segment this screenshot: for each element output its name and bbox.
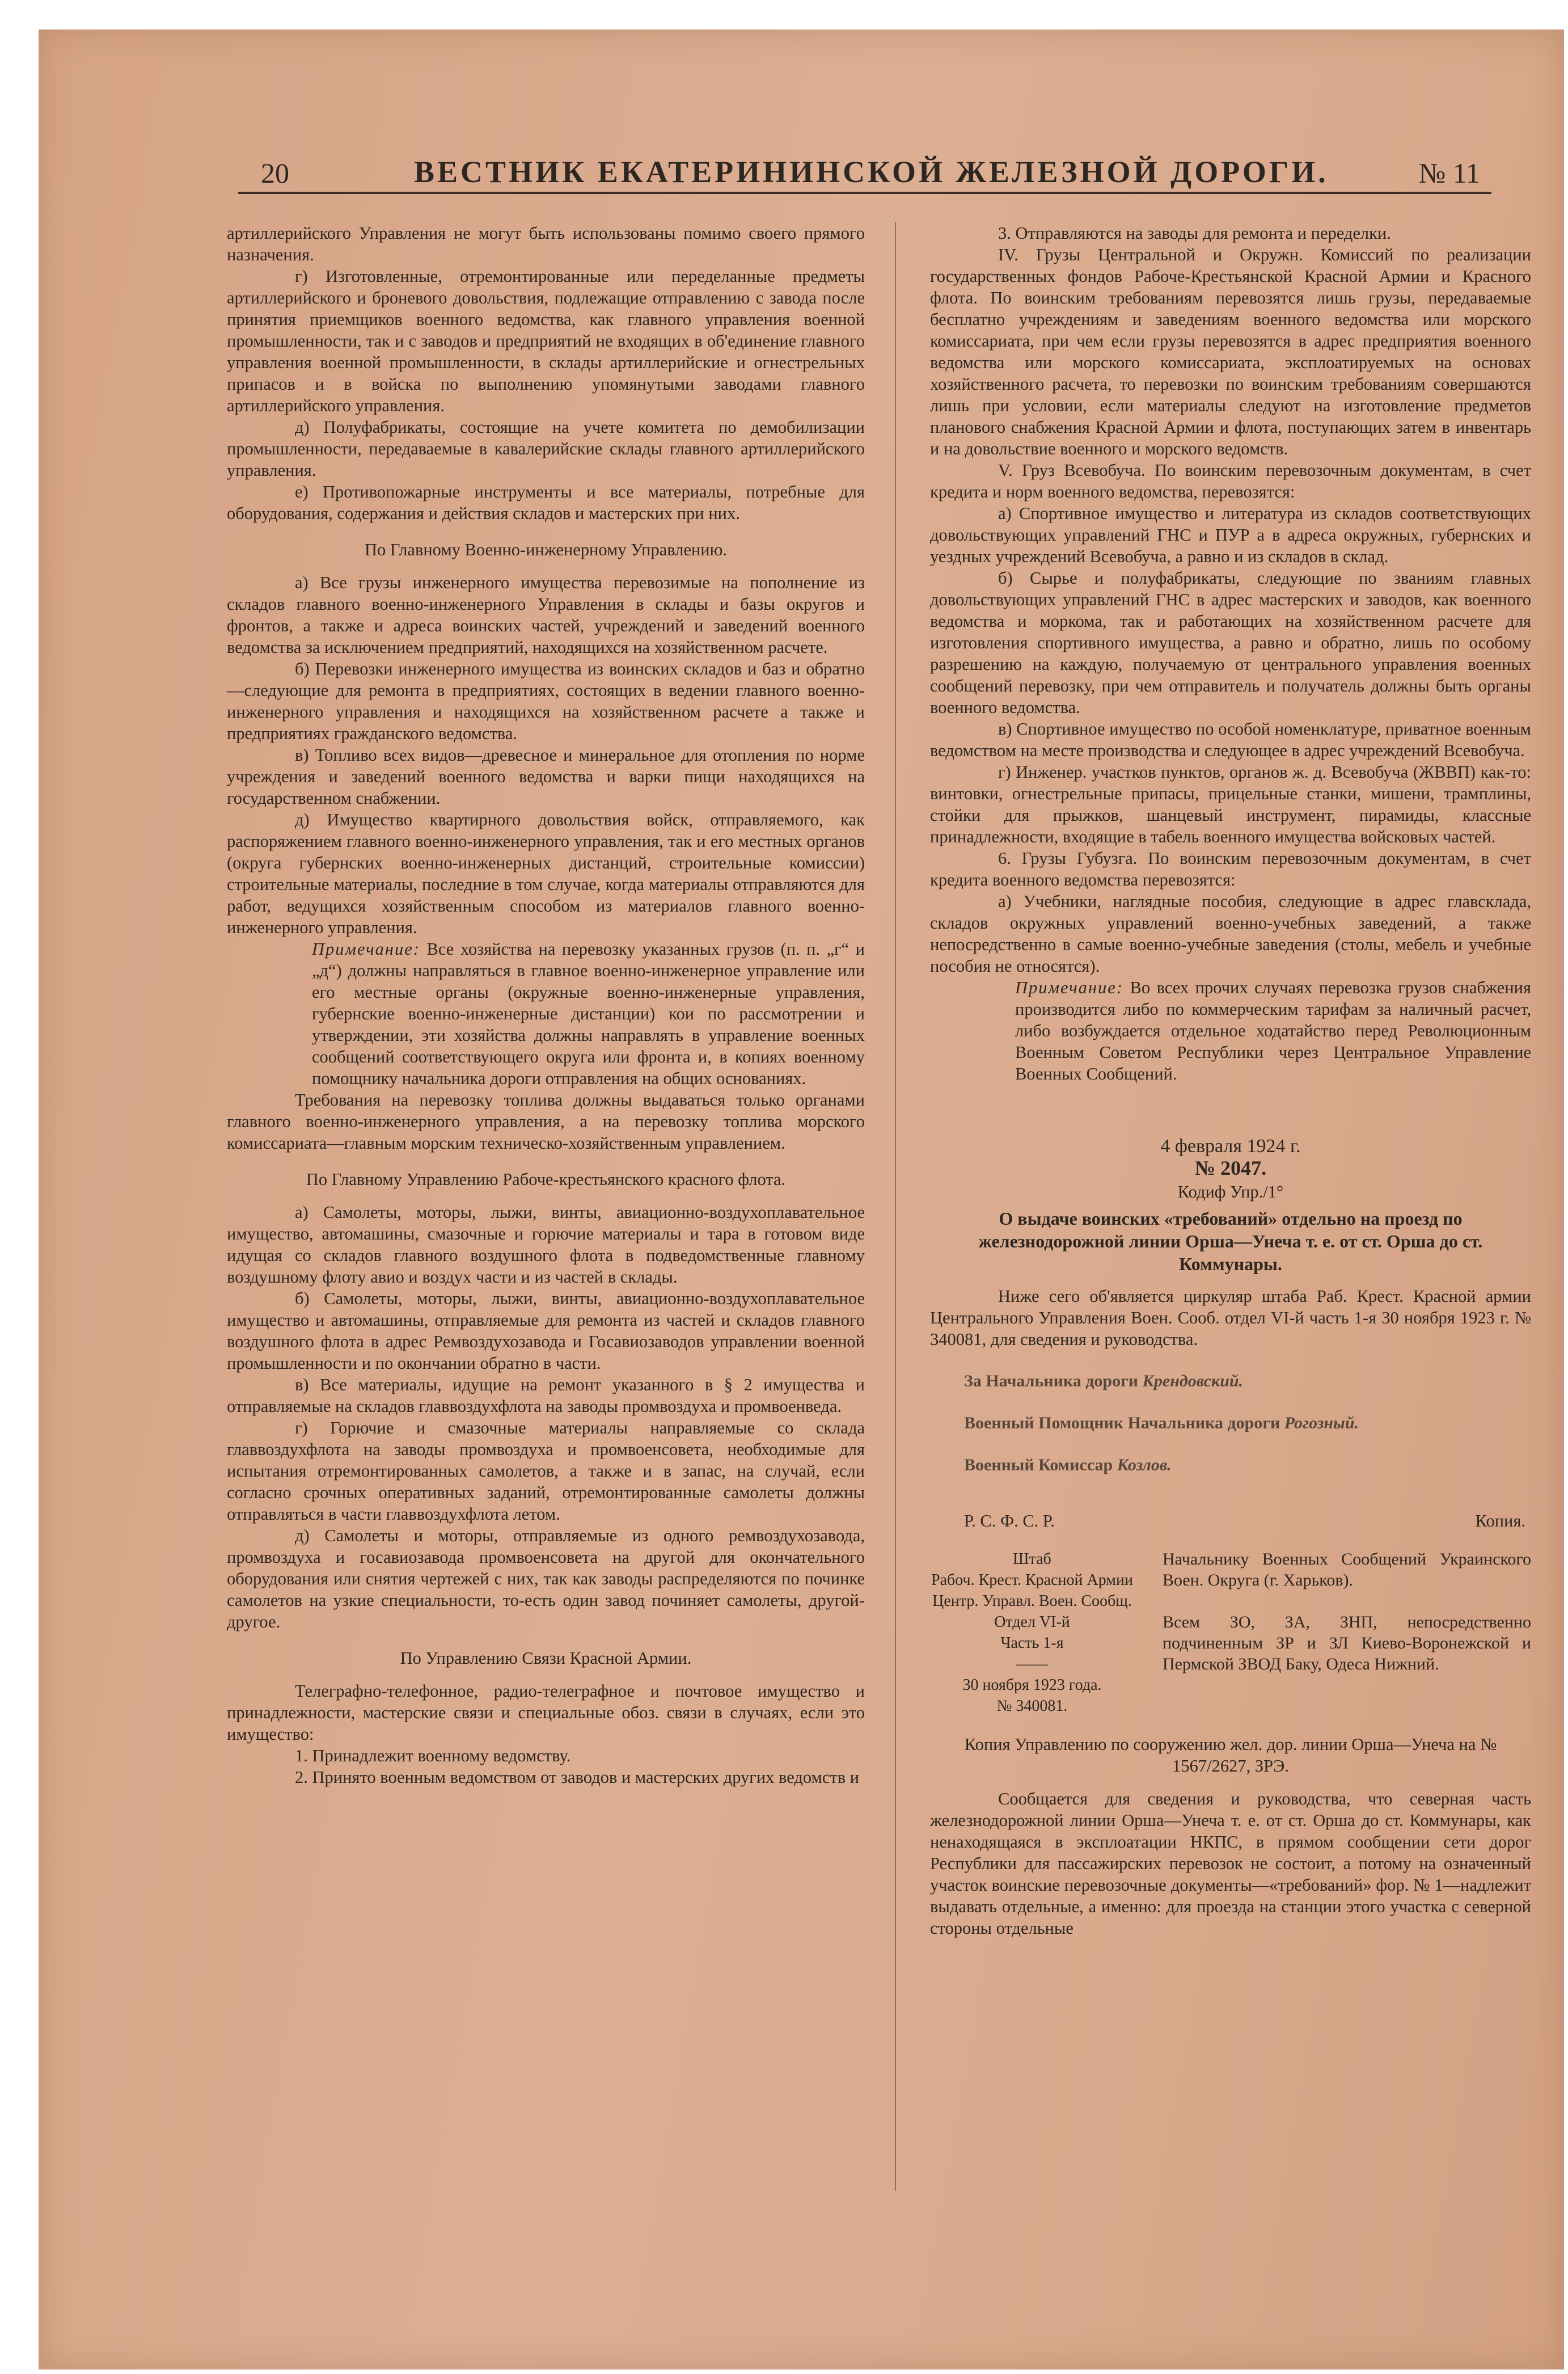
paragraph: 1. Принадлежит военному ведомству. bbox=[295, 1746, 571, 1765]
address-block bbox=[930, 1549, 1531, 1717]
signature-line bbox=[930, 1412, 1531, 1434]
paragraph: IV. Грузы Центральной и Окружн. Комиссий по реализации государственных фондов Рабоче-Крестьянской Красной Армии и Красного флота. По воинским требованиям перевозятся лишь грузы, передаваемые бесплатно учреждениям и заведениям военного ведомства или морского комиссариата, при чем если грузы перевозятся в адрес предприятия военного ведомства или морского комиссариата, эксплоатируемых на основах хозяйственного расчета, то перевозки по воинским требованиям совершаются лишь при условии, если материалы следуют на изготовление предметов планового снабжения Красной Армии и флота, поступающих затем в инвентарь и на довольствие военного и морского ведомств. bbox=[930, 245, 1531, 458]
paragraph: Телеграфно-телефонное, радио-телеграфное и почтовое имущество и принадлежности, мастерские связи и специальные обоз. связи в случаях, если это имущество: bbox=[227, 1681, 865, 1744]
paragraph: а) Учебники, наглядные пособия, следующие в адрес главсклада, складов окружных управлений военно-учебных заведений, а также непосредственно в самые военно-учебные заведения (столы, мебель и учебные пособия не относятся). bbox=[930, 892, 1531, 976]
signature-line bbox=[930, 1371, 1531, 1392]
page-header bbox=[238, 152, 1491, 194]
paragraph: г) Горючие и смазочные материалы направляемые со склада главвоздухфлота на заводы промвоздуха и промвоенсовета, необходимые для испытания отремонтированных самолетов, а также и в запас, на случай, если согласно срочных оперативных заданий, отремонтированные самолеты должны отправляться в части главвоздухфлота летом. bbox=[227, 1418, 865, 1524]
section-heading: По Управлению Связи Красной Армии. bbox=[400, 1648, 692, 1668]
circular-intro: Ниже сего об'является циркуляр штаба Раб. Крест. Красной армии Центрального Управления Воен. Сооб. отдел VI-й часть 1-я 30 ноября 1923 г. № 340081, для сведения и руководства. bbox=[930, 1287, 1531, 1349]
note-text: Во всех прочих случаях перевозка грузов снабжения производится либо по коммерческим тарифам за наличный расчет, либо возбуждается отдельное ходатайство перед Революционным Военным Советом Республики через Центральное Управление Военных Сообщений. bbox=[1015, 978, 1531, 1083]
copy-label: Копия. bbox=[1475, 1511, 1525, 1530]
paragraph: д) Имущество квартирного довольствия войск, отправляемого, как распоряжением главного военно-инженерного управления, так и его местных органов (округа губернских военно-инженерных дистанций, строительные комиссии) строительные материалы, последние в том случае, когда материалы отправляются для работ, ведущихся хозяйственным способом из материалов главного военно-инженерного управления. bbox=[227, 810, 865, 937]
paragraph: б) Самолеты, моторы, лыжи, винты, авиационно-воздухоплавательное имущество и автомашины, отправляемые для ремонта из частей и складов главного воздушного флота в адрес Ремвоздухозавода и Госавиозаводов управлении военной промышленности и по окончании обратно в части. bbox=[227, 1289, 865, 1373]
signature-title: Военный Помощник Начальника дороги bbox=[964, 1414, 1280, 1432]
circular-number: № 2047. bbox=[1194, 1157, 1267, 1179]
section-heading: По Главному Управлению Рабоче-крестьянского красного флота. bbox=[306, 1170, 786, 1189]
paragraph: Требования на перевозку топлива должны выдаваться только органами главного военно-инженерного управления, а на перевозку топлива морского комиссариата—главным морским техническо-хозяйственным управлением. bbox=[227, 1090, 865, 1153]
paragraph: д) Полуфабрикаты, состоящие на учете комитета по демобилизации промышленности, передаваемые в кавалерийские склады главного артиллерийского управления. bbox=[227, 418, 865, 480]
right-column bbox=[930, 222, 1531, 1939]
signature-name: Рогозный. bbox=[1284, 1414, 1359, 1432]
note-text: Все хозяйства на перевозку указанных грузов (п. п. „г“ и „д“) должны направляться в главное военно-инженерное управление или его местные органы (окружные военно-инженерные управления, губернские военно-инженерные дистанции) кои по рассмотрении и утверждении, эти хозяйства должны направлять в управление военных сообщений соответствующего округа или фронта и, в копиях военному помощнику начальника дороги отправления на общих основаниях. bbox=[312, 939, 865, 1088]
recipients-block: Начальнику Военных Сообщений Украинского Воен. Округа (г. Харьков). Всем ЗО, ЗА, ЗНП, непосредственно подчиненным ЗР и ЗЛ Киево-Воронежской и Пермской ЗВОД Баку, Одеса Нижний. bbox=[1163, 1550, 1531, 1673]
copy-header bbox=[930, 1510, 1531, 1532]
note bbox=[227, 938, 865, 1089]
rsfsr-label: Р. С. Ф. С. Р. bbox=[964, 1511, 1055, 1530]
issue-number: № 11 bbox=[1418, 157, 1480, 189]
paragraph: V. Груз Всевобуча. По воинским перевозочным документам, в счет кредита и норм военного ведомства, перевозятся: bbox=[930, 461, 1531, 501]
paragraph: г) Изготовленные, отремонтированные или переделанные предметы артиллерийского и броневого довольствия, подлежащие отправлению с завода после принятия приемщиков военного ведомства, как главного управления военной промышленности, так и с заводов и предприятий не входящих в об'единение главного управления военной промышленности, в склады артиллерийские и огнестрельных припасов и в войска по выполнению упомянутыми заводами главного артиллерийского управления. bbox=[227, 267, 865, 415]
paragraph: в) Топливо всех видов—древесное и минеральное для отопления по норме учреждения и заведений военного ведомства и варки пищи находящихся на государственном снабжении. bbox=[227, 745, 865, 808]
note-label: Примечание: bbox=[312, 939, 421, 959]
paragraph: д) Самолеты и моторы, отправляемые из одного ремвоздухозавода, промвоздуха и госавиозавода промвоенсовета на другой для окончательного оборудования или снятия чертежей с них, так как заводы распределяются по починке самолетов на узкие специальности, то-есть один завод починяет самолеты, другой-другое. bbox=[227, 1526, 865, 1631]
signature-name: Козлов. bbox=[1117, 1456, 1172, 1474]
sender-block: Штаб Рабоч. Крест. Красной Армии Центр. Управл. Воен. Сообщ. Отдел VI-й Часть 1-я —— 30 ноября 1923 года. № 340081. bbox=[931, 1550, 1133, 1715]
copy-line: Копия Управлению по сооружению жел. дор. линии Орша—Унеча на № 1567/2627, ЗРЭ. bbox=[964, 1735, 1497, 1776]
paragraph: а) Спортивное имущество и литература из складов соответствующих довольствующих управлений ГНС и ПУР а в адреса окружных, губернских и уездных учреждений Всевобуча, а равно и из складов в склад. bbox=[930, 504, 1531, 566]
paragraph: Сообщается для сведения и руководства, что северная часть железнодорожной линии Орша—Унеча т. е. от ст. Орша до ст. Коммунары, как ненаходящаяся в эксплоатации НКПС, в прямом сообщении сети дорог Республики для пассажирских перевозок не состоит, а потому на означенный участок воинские перевозочные документы—«требований» фор. № 1—надлежит выдавать отдельные, а именно: для проезда на станции этого участка с северной стороны отдельные bbox=[930, 1789, 1531, 1938]
paragraph: г) Инженер. участков пунктов, органов ж. д. Всевобуча (ЖВВП) как-то: винтовки, огнестрельные припасы, прицельные станки, мишени, трамплины, стойки для прыжков, шанцевый инструмент, пирамиды, классные принадлежности, входящие в табель военного имущества войсковых частей. bbox=[930, 762, 1531, 846]
paragraph: 3. Отправляются на заводы для ремонта и переделки. bbox=[998, 224, 1391, 243]
page-number: 20 bbox=[261, 157, 289, 189]
signature-title: Военный Комиссар bbox=[964, 1456, 1113, 1474]
paragraph: в) Спортивное имущество по особой номенклатуре, приватное военным ведомством на месте производства и следующее в адрес учреждений Всевобуча. bbox=[930, 719, 1531, 760]
paragraph: 6. Грузы Губузга. По воинским перевозочным документам, в счет кредита военного ведомства перевозятся: bbox=[930, 849, 1531, 889]
left-column bbox=[227, 222, 865, 1788]
paragraph: б) Перевозки инженерного имущества из воинских складов и баз и обратно—следующие для ремонта в предприятиях, состоящих в ведении главного военно-инженерного управления и находящихся на хозяйственном расчете а также и предприятиях гражданского ведомства. bbox=[227, 659, 865, 743]
signature-name: Крендовский. bbox=[1142, 1372, 1244, 1390]
column-divider bbox=[895, 222, 896, 2191]
paragraph: 2. Принято военным ведомством от заводов и мастерских других ведомств и bbox=[295, 1768, 860, 1787]
paragraph: а) Самолеты, моторы, лыжи, винты, авиационно-воздухоплавательное имущество, автомашины, смазочные и горючие материалы и тара в готовом виде идущая со складов главного воздушного флота в подведомственные главному воздушному флоту авио и воздух части и из частей в склады. bbox=[227, 1203, 865, 1287]
circular-date: 4 февраля 1924 г. bbox=[1160, 1136, 1301, 1157]
paragraph: артиллерийского Управления не могут быть использованы помимо своего прямого назначения. bbox=[227, 224, 865, 264]
paragraph: е) Противопожарные инструменты и все материалы, потребные для оборудования, содержания и действия складов и мастерских при них. bbox=[227, 482, 865, 523]
note bbox=[930, 977, 1531, 1085]
circular-heading: О выдаче воинских «требований» отдельно на проезд по железнодорожной линии Орша—Унеча т. е. от ст. Орша до ст. Коммунары. bbox=[978, 1208, 1483, 1274]
paragraph: в) Все материалы, идущие на ремонт указанного в § 2 имущества и отправляемые на складов главвоздухфлота на заводы промвоздуха и промвоенведа. bbox=[227, 1375, 865, 1416]
section-heading: По Главному Военно-инженерному Управлению. bbox=[364, 540, 728, 559]
circular-code: Кодиф Упр./1° bbox=[1177, 1182, 1284, 1201]
journal-title: ВЕСТНИК ЕКАТЕРИНИНСКОЙ ЖЕЛЕЗНОЙ ДОРОГИ. bbox=[414, 155, 1329, 189]
signature-title: За Начальника дороги bbox=[964, 1372, 1139, 1390]
signature-line bbox=[930, 1454, 1531, 1476]
paragraph: а) Все грузы инженерного имущества перевозимые на пополнение из складов главного военно-инженерного Управления в склады и базы округов и фронтов, а также и адреса воинских частей, учреждений и заведений военного ведомства за исключением предприятий, находящихся на хозяйственном расчете. bbox=[227, 573, 865, 657]
paragraph: б) Сырье и полуфабрикаты, следующие по званиям главных довольствующих управлений ГНС в адрес мастерских и заводов, как военного ведомства и моркома, так и работающих на хозяйственном расчете для изготовления спортивного имущества, а равно и обратно, лишь по особому разрешению на каждую, получаемую от центрального управления военных сообщений перевозку, при чем отправитель и получатель должны быть органы военного ведомства. bbox=[930, 568, 1531, 717]
note-label: Примечание: bbox=[1015, 978, 1124, 997]
